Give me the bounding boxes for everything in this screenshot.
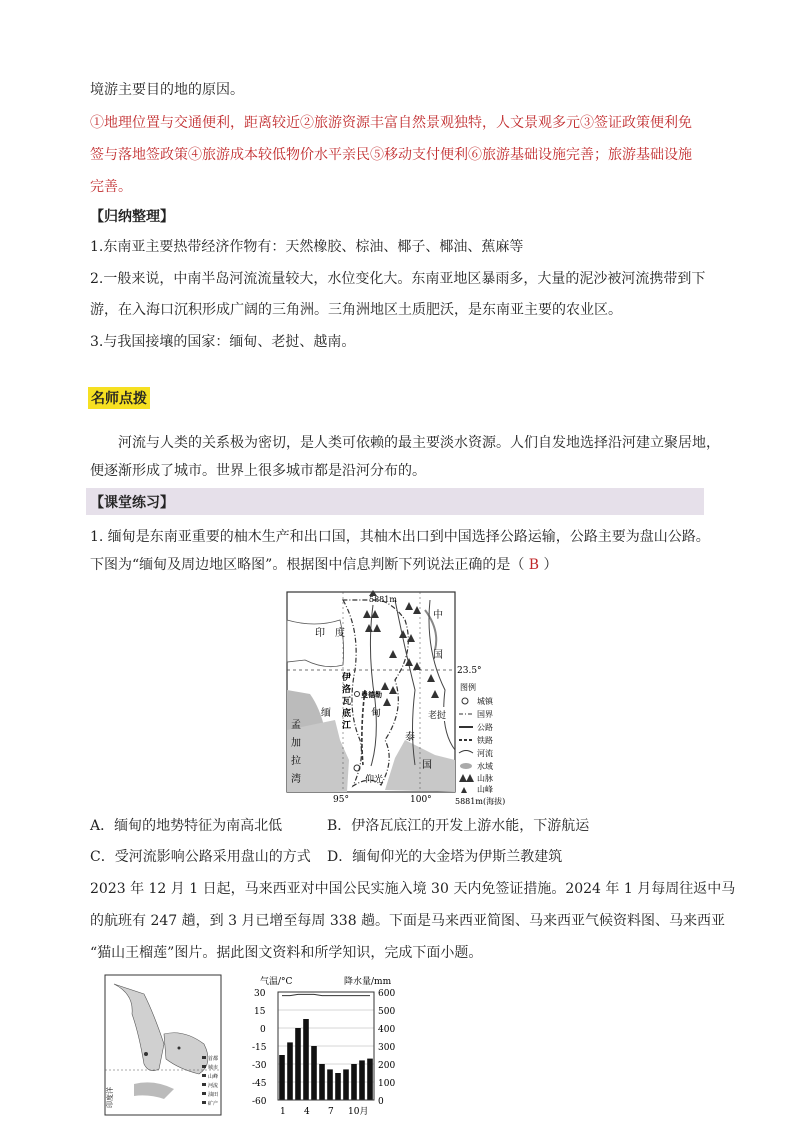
question-2-line-a: 2023 年 12 月 1 日起，马来西亚对中国公民实施入境 30 天内免签证措施。2024 年 1 月每周往返中马 xyxy=(90,881,736,897)
legend-river: 河流 xyxy=(477,749,493,758)
month-tick-7: 7 xyxy=(328,1107,334,1117)
answer-line-1: ①地理位置与交通便利，距离较近②旅游资源丰富自然景观独特，人文景观多元③签证政策便利免 xyxy=(90,115,692,131)
summary-item-2a: 2.一般来说，中南半岛河流流量较大，水位变化大。东南亚地区暴雨多，大量的泥沙被河流携带到下 xyxy=(90,271,706,287)
temp-tick-m60: -60 xyxy=(252,1097,267,1107)
legend-road: 公路 xyxy=(477,723,493,732)
rain-bar-month-4 xyxy=(303,1019,309,1100)
climate-chart xyxy=(252,972,412,1120)
teacher-para-2: 便逐渐形成了城市。世界上很多城市都是沿河分布的。 xyxy=(90,463,426,479)
rain-bar-month-10 xyxy=(351,1064,357,1100)
climate-temp-label: 气温/°C xyxy=(260,977,293,987)
temp-tick-m45: -45 xyxy=(252,1079,267,1089)
map-latitude: 23.5° xyxy=(457,666,482,676)
malay-legend-3: 河流 xyxy=(208,1083,219,1089)
teacher-tag: 名师点拨 xyxy=(88,387,150,409)
rain-bar-month-1 xyxy=(279,1055,285,1100)
malay-legend-0: 首都 xyxy=(208,1056,219,1062)
legend-peak-height: 5881m(海拔) xyxy=(455,797,506,805)
map-bay-1: 孟 xyxy=(291,720,301,731)
month-tick-1: 1 xyxy=(280,1107,286,1117)
rain-tick-0: 0 xyxy=(378,1097,384,1107)
option-a: A．缅甸的地势特征为南高北低 xyxy=(90,818,283,834)
option-b: B．伊洛瓦底江的开发上游水能，下游航运 xyxy=(327,818,590,834)
myanmar-map xyxy=(285,590,510,805)
question-1-close: ） xyxy=(539,557,558,573)
answer-intro: 境游主要目的地的原因。 xyxy=(90,82,244,98)
map-bay-3: 拉 xyxy=(291,756,301,767)
temp-tick-0: 0 xyxy=(260,1025,266,1035)
temp-tick-15: 15 xyxy=(254,1007,266,1017)
map-india-2: 度 xyxy=(335,628,345,639)
teacher-para-1: 河流与人类的关系极为密切，是人类可依赖的最主要淡水资源。人们自发地选择沿河建立聚居地， xyxy=(118,435,720,451)
legend-railway: 铁路 xyxy=(477,736,493,745)
summary-heading: 【归纳整理】 xyxy=(90,209,174,225)
legend-water: 水域 xyxy=(477,762,493,771)
map-thailand-1: 泰 xyxy=(405,732,415,743)
map-india-1: 印 xyxy=(315,628,325,639)
rain-tick-100: 100 xyxy=(378,1079,396,1089)
question-1-answer: B xyxy=(528,557,540,573)
rain-tick-200: 200 xyxy=(378,1061,396,1071)
rain-bar-month-11 xyxy=(359,1060,365,1100)
temperature-line xyxy=(282,994,370,995)
option-c: C．受河流影响公路采用盘山的方式 xyxy=(90,849,311,865)
river-label-1: 伊 xyxy=(342,673,352,683)
river-label-4: 底 xyxy=(342,709,352,719)
map-mandalay: 曼德勒 xyxy=(361,690,382,699)
malay-legend-4: 油田 xyxy=(208,1092,219,1098)
rain-bar-month-3 xyxy=(295,1028,301,1100)
answer-line-3: 完善。 xyxy=(90,179,132,195)
legend-title: 图例 xyxy=(460,683,476,692)
rain-tick-500: 500 xyxy=(378,1007,396,1017)
map-myanmar-2: 甸 xyxy=(371,708,381,719)
rain-tick-600: 600 xyxy=(378,989,396,999)
malay-legend-5: 矿产 xyxy=(208,1101,219,1107)
malaysia-map xyxy=(104,974,222,1116)
rain-tick-400: 400 xyxy=(378,1025,396,1035)
legend-mountain: 山脉 xyxy=(477,774,493,783)
question-1-line-b xyxy=(90,555,558,575)
question-1-stem: 下图为“缅甸及周边地区略图”。根据图中信息判断下列说法正确的是（ xyxy=(90,557,529,573)
malaysia-side-label: 印度洋 xyxy=(106,1087,114,1108)
summary-item-2b: 游，在入海口沉积形成广阔的三角洲。三角洲地区土质肥沃，是东南亚主要的农业区。 xyxy=(90,302,622,318)
answer-line-2: 签与落地签政策④旅游成本较低物价水平亲民⑤移动支付便利⑥旅游基础设施完善；旅游基础设施 xyxy=(90,147,692,163)
map-bay-2: 加 xyxy=(291,738,301,749)
map-china-1: 中 xyxy=(433,610,443,621)
rain-bar-month-7 xyxy=(327,1069,333,1100)
rain-bar-month-12 xyxy=(367,1059,373,1100)
rain-bar-month-8 xyxy=(335,1073,341,1100)
map-laos: 老挝 xyxy=(428,711,447,721)
summary-item-1: 1.东南亚主要热带经济作物有：天然橡胶、棕油、椰子、椰油、蕉麻等 xyxy=(90,239,524,255)
rain-tick-300: 300 xyxy=(378,1043,396,1053)
rain-bar-month-5 xyxy=(311,1046,317,1100)
map-lon-95: 95° xyxy=(333,795,349,805)
month-tick-10: 10月 xyxy=(348,1107,369,1117)
map-yangon: 仰光 xyxy=(365,775,384,785)
climate-rain-label: 降水量/mm xyxy=(344,977,392,987)
map-china-2: 国 xyxy=(433,650,443,661)
legend-peak: 山峰 xyxy=(477,785,493,794)
question-2-line-c: “猫山王榴莲”图片。据此图文资料和所学知识，完成下面小题。 xyxy=(90,945,483,961)
option-d: D．缅甸仰光的大金塔为伊斯兰教建筑 xyxy=(327,849,563,865)
map-myanmar-1: 缅 xyxy=(321,708,331,719)
practice-heading: 【课堂练习】 xyxy=(90,495,174,511)
map-peak-top: 5881m xyxy=(369,595,397,604)
river-label-5: 江 xyxy=(342,721,352,731)
river-label-2: 洛 xyxy=(342,685,352,695)
temp-tick-m30: -30 xyxy=(252,1061,267,1071)
legend-town: 城镇 xyxy=(477,697,493,706)
question-1-line-a: 1. 缅甸是东南亚重要的柚木生产和出口国，其柚木出口到中国选择公路运输，公路主要为盘山公路。 xyxy=(90,529,710,545)
question-2-line-b: 的航班有 247 趟，到 3 月已增至每周 338 趟。下面是马来西亚简图、马来西亚气候资料图、马来西亚 xyxy=(90,913,726,929)
malay-legend-1: 城市 xyxy=(208,1065,219,1071)
river-label-3: 瓦 xyxy=(342,697,352,707)
rain-bar-month-6 xyxy=(319,1064,325,1100)
temp-tick-m15: -15 xyxy=(252,1043,267,1053)
rain-bar-month-9 xyxy=(343,1069,349,1100)
map-lon-100: 100° xyxy=(410,795,432,805)
malay-legend-2: 山峰 xyxy=(208,1074,219,1080)
practice-heading-bar xyxy=(86,488,704,515)
rain-bar-month-2 xyxy=(287,1042,293,1100)
legend-border: 国界 xyxy=(477,710,493,719)
map-thailand-2: 国 xyxy=(422,760,432,771)
temp-tick-30: 30 xyxy=(254,989,266,999)
month-tick-4: 4 xyxy=(304,1107,310,1117)
summary-item-3: 3.与我国接壤的国家：缅甸、老挝、越南。 xyxy=(90,334,356,350)
map-bay-4: 湾 xyxy=(291,774,301,785)
